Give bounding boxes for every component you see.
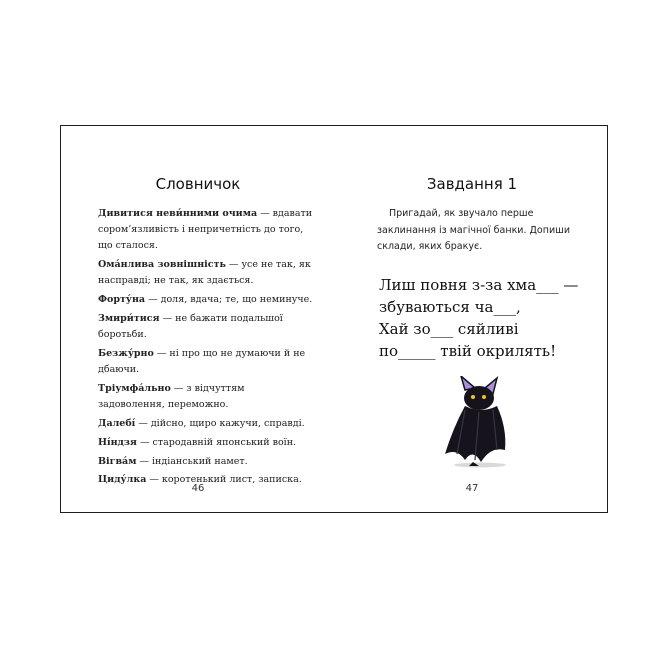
glossary-entry [98,435,313,451]
bat-illustration [435,376,525,471]
glossary-definition: — з відчуттям задоволення, переможно. [98,383,245,411]
glossary-term: Безжу́рно [98,348,154,359]
poem-line: Лиш повня з-за хма___ — [379,276,579,294]
glossary-list [98,206,313,491]
poem-line: по_____ твій окрилять! [379,342,557,360]
glossary-definition: — індіанський намет. [136,455,248,467]
glossary-term: Циду́лка [98,474,147,486]
page-number-left: 46 [191,483,205,494]
glossary-term: Дивитися неви́нними очима [98,208,258,219]
glossary-definition: — доля, вдача; те, що неминуче. [145,294,313,306]
glossary-term: Тріумфа́льно [98,383,171,394]
poem-line: збуваються ча___, [379,298,521,316]
task-title: Завдання 1 [426,175,518,193]
page-number-right: 47 [465,483,479,494]
glossary-definition: — ні про що не думаючи й не дбаючи. [98,348,306,376]
glossary-entry [98,346,313,378]
glossary-term: Ні́ндзя [98,436,137,448]
glossary-definition: — коротенький лист, записка. [146,474,302,486]
task-instructions [377,206,591,256]
poem-line: Хай зо___ сяйливі [379,320,519,338]
glossary-entry [98,311,313,343]
bat-head [464,386,494,410]
bat-shadow [454,463,506,468]
glossary-term: Вігва́м [98,455,137,467]
glossary-definition: — дійсно, щиро кажучи, справді. [135,418,305,429]
glossary-definition: — не бажати подальшої боротьби. [98,313,283,341]
glossary-entry [98,416,313,432]
glossary-definition: — вдавати сором’язливість і непричетність до того, що сталося. [98,208,313,252]
glossary-term: Змири́тися [98,313,160,324]
glossary-entry [98,454,313,470]
glossary-term: Ома́нлива зовнішність [98,259,226,271]
book-spread [60,125,608,513]
glossary-term: Далебі́ [98,418,136,429]
spell-poem [379,274,599,362]
bat-eye-right [482,395,486,399]
glossary-entry [98,381,313,413]
glossary-term: Форту́на [98,294,146,306]
glossary-title: Словничок [155,175,241,193]
left-page [61,126,335,512]
glossary-definition: — усе не так, як насправді; не так, як здається. [98,259,311,287]
right-page [335,126,609,512]
glossary-definition: — стародавній японський воїн. [136,436,297,448]
instructions-text: Пригадай, як звучало перше заклинання із магічної банки. Допиши склади, яких бракує. [377,208,571,252]
bat-eye-left [471,395,475,399]
glossary-entry [98,206,313,255]
glossary-entry [98,257,313,289]
glossary-entry [98,292,313,308]
